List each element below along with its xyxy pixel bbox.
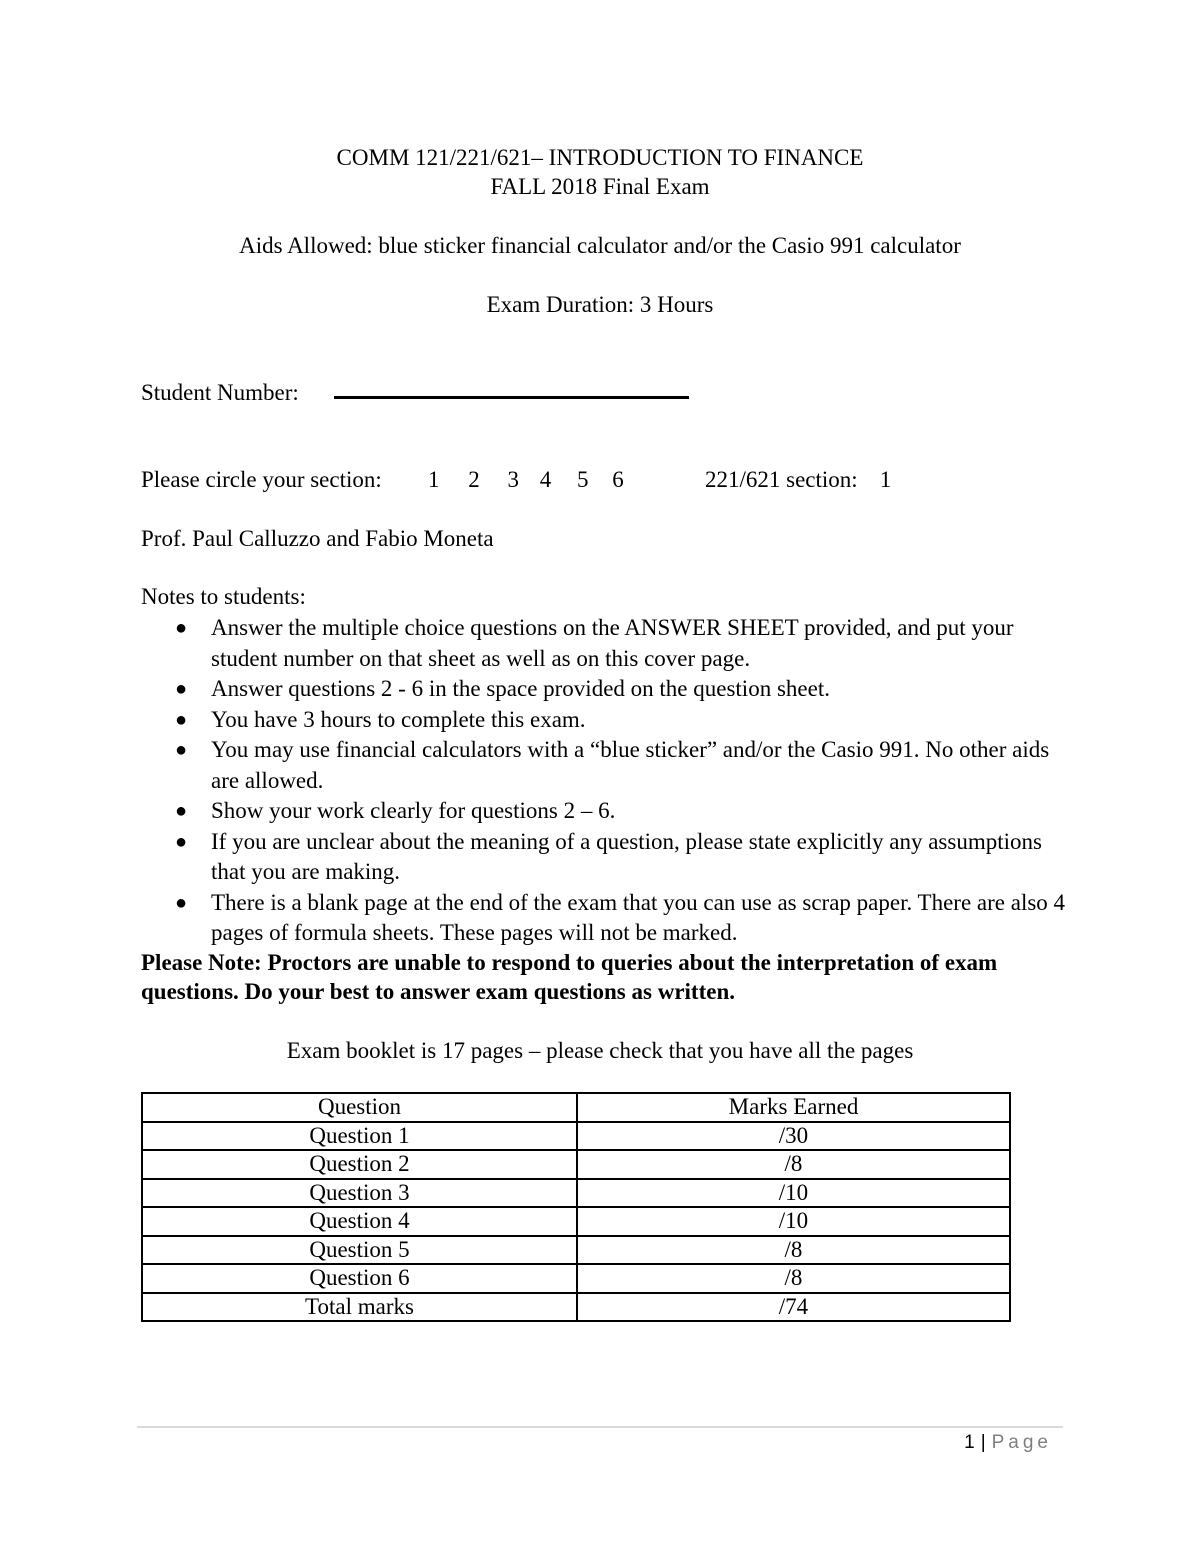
marks-cell[interactable]: /30 [577, 1122, 1010, 1151]
list-item: ● If you are unclear about the meaning of a question, please state explicitly any assumptions that you are making. [175, 828, 1042, 884]
question-cell: Question 2 [142, 1150, 577, 1179]
proctor-note: Please Note: Proctors are unable to respond to queries about the interpretation of exam questions. Do your best to answer exam questions as written. [141, 950, 998, 1004]
exam-duration: Exam Duration: 3 Hours [486, 292, 714, 317]
notes-heading: Notes to students: [141, 584, 306, 609]
exam-title: FALL 2018 Final Exam [490, 174, 710, 199]
marks-cell[interactable]: /8 [577, 1150, 1010, 1179]
list-item: ● You may use financial calculators with a “blue sticker” and/or the Casio 991. No other aids are allowed. [175, 737, 1050, 793]
table-row [142, 1236, 1010, 1265]
marks-cell[interactable]: /8 [577, 1236, 1010, 1265]
section-option[interactable]: 5 [577, 467, 589, 492]
section-option[interactable]: 2 [468, 467, 480, 492]
section-option[interactable]: 1 [428, 467, 440, 492]
question-cell: Question 4 [142, 1207, 577, 1236]
professors: Prof. Paul Calluzzo and Fabio Moneta [141, 526, 494, 551]
course-title: COMM 121/221/621– INTRODUCTION TO FINANCE [336, 145, 864, 170]
marks-cell[interactable]: /74 [577, 1293, 1010, 1322]
table-row [142, 1293, 1010, 1322]
student-number-label: Student Number: [141, 380, 299, 405]
question-cell: Total marks [142, 1293, 577, 1322]
section-prompt: Please circle your section: [141, 467, 382, 492]
aids-allowed: Aids Allowed: blue sticker financial calculator and/or the Casio 991 calculator [239, 233, 961, 258]
section-option[interactable]: 3 [507, 467, 519, 492]
column-header: Question [142, 1093, 577, 1122]
footer-separator: | [980, 1432, 986, 1453]
list-item: ● There is a blank page at the end of the exam that you can use as scrap paper. There are also 4 pages of formula sheets. These pages will not be marked. [175, 889, 1066, 945]
table-row [142, 1207, 1010, 1236]
marks-cell[interactable]: /10 [577, 1179, 1010, 1208]
question-cell: Question 6 [142, 1264, 577, 1293]
table-row [142, 1179, 1010, 1208]
table-row [142, 1150, 1010, 1179]
list-item: ● You have 3 hours to complete this exam. [141, 705, 1071, 736]
bullet-icon: ● [175, 678, 188, 700]
list-item: ● Show your work clearly for questions 2 – 6. [141, 796, 1071, 827]
marks-cell[interactable]: /8 [577, 1264, 1010, 1293]
notes-list [141, 613, 1071, 949]
section-options [428, 465, 637, 494]
grad-section-option[interactable]: 1 [879, 467, 892, 492]
bullet-icon: ● [175, 708, 188, 731]
bullet-icon: ● [175, 891, 188, 914]
booklet-note: Exam booklet is 17 pages – please check that you have all the pages [286, 1038, 914, 1063]
table-header-row [142, 1093, 1010, 1122]
question-cell: Question 1 [142, 1122, 577, 1151]
table-row [142, 1264, 1010, 1293]
page-footer [0, 1430, 1052, 1456]
column-header: Marks Earned [577, 1093, 1010, 1122]
list-item: ● Answer the multiple choice questions on the ANSWER SHEET provided, and put your student number on that sheet as well as on this cover page. [175, 615, 1014, 671]
marks-table [141, 1092, 1011, 1322]
question-cell: Question 3 [142, 1179, 577, 1208]
student-number-field[interactable] [334, 396, 689, 399]
question-cell: Question 5 [142, 1236, 577, 1265]
marks-cell[interactable]: /10 [577, 1207, 1010, 1236]
footer-divider [137, 1426, 1063, 1428]
bullet-icon: ● [175, 800, 188, 822]
section-option[interactable]: 6 [612, 467, 624, 492]
page-word: Page [991, 1432, 1052, 1453]
bullet-icon: ● [175, 617, 188, 639]
grad-section-label: 221/621 section: [705, 467, 858, 492]
bullet-icon: ● [175, 739, 188, 761]
section-option[interactable]: 4 [539, 467, 552, 492]
bullet-icon: ● [175, 830, 188, 853]
grad-section [705, 465, 891, 494]
page-number: 1 [964, 1432, 975, 1453]
table-row [142, 1122, 1010, 1151]
list-item: ● Answer questions 2 - 6 in the space provided on the question sheet. [141, 674, 1071, 705]
